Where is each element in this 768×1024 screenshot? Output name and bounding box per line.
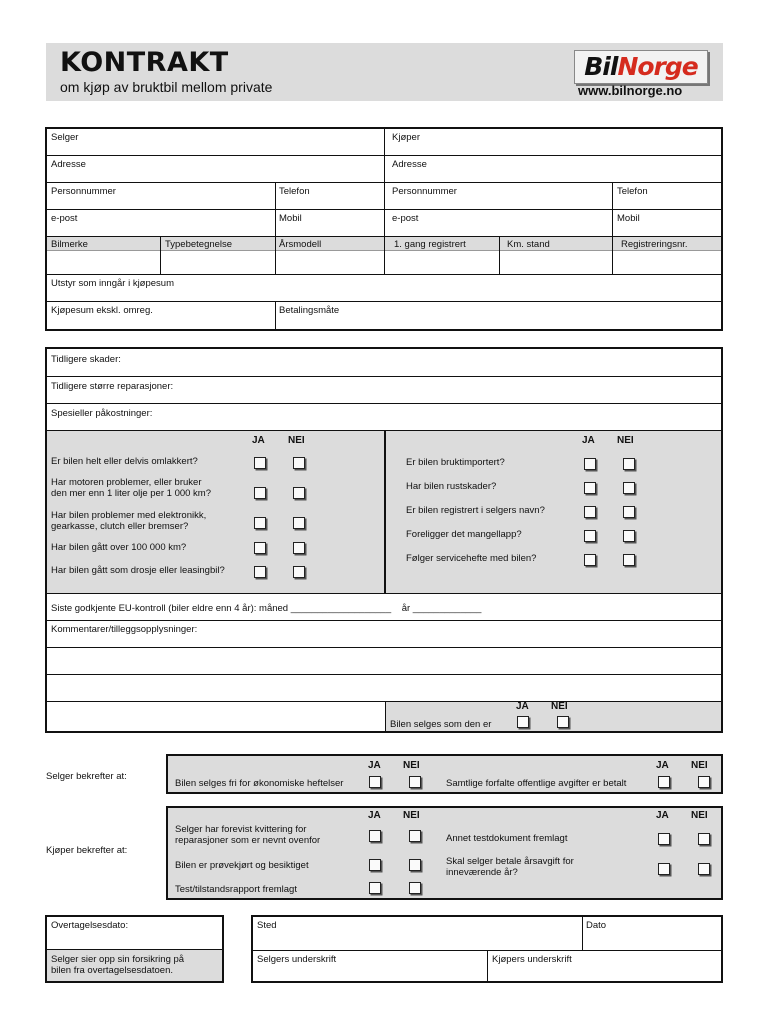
question-left-4-no-checkbox[interactable]: [293, 542, 305, 554]
buyer-email-label: e-post: [392, 213, 419, 224]
buyer-signature-label: Kjøpers underskrift: [492, 954, 572, 965]
takeover-date-label: Overtagelsesdato:: [51, 920, 129, 931]
buyer-mobile-label: Mobil: [617, 213, 640, 224]
buyer-confirms-label: Kjøper bekrefter at:: [46, 845, 128, 856]
question-right-2: Har bilen rustskader?: [406, 481, 497, 492]
question-right-5: Følger servicehefte med bilen?: [406, 553, 537, 564]
sold-as-is-question: Bilen selges som den er: [390, 719, 492, 730]
arsmodell-label: Årsmodell: [279, 239, 322, 250]
question-right-5-yes-checkbox[interactable]: [584, 554, 596, 566]
buyer-address-label: Adresse: [392, 159, 427, 170]
previous-repairs-label: Tidligere større reparasjoner:: [51, 381, 174, 392]
registreringsnr-label: Registreringsnr.: [621, 239, 688, 250]
question-left-4: [51, 542, 186, 553]
question-right-4-yes-checkbox[interactable]: [584, 530, 596, 542]
seller-fees-paid-question: Samtlige forfalte offentlige avgifter er betalt: [446, 778, 627, 789]
insurance-note-line-2: bilen fra overtagelsesdatoen.: [51, 965, 173, 976]
question-line: Skal selger betale årsavgift for: [446, 856, 574, 867]
question-left-3-no-checkbox[interactable]: [293, 517, 305, 529]
question-left-1: [51, 456, 198, 467]
eu-control-text: Siste godkjente EU-kontroll (biler eldre enn 4 år): måned: [51, 603, 289, 614]
buyer-left-question-2: [175, 860, 309, 871]
question-line: Har bilen problemer med elektronikk,: [51, 510, 207, 521]
right-yes-header: JA: [582, 435, 595, 446]
question-right-4: Foreligger det mangellapp?: [406, 529, 522, 540]
website-url: www.bilnorge.no: [578, 83, 683, 98]
insurance-note: [51, 954, 184, 976]
seller-right-no-header: NEI: [691, 760, 708, 771]
sold-as-is-yes-checkbox[interactable]: [517, 716, 529, 728]
seller-fees-paid-yes-checkbox[interactable]: [658, 776, 670, 788]
question-left-4-yes-checkbox[interactable]: [254, 542, 266, 554]
seller-personnummer-label: Personnummer: [51, 186, 116, 197]
question-line: Selger har forevist kvittering for: [175, 824, 307, 835]
seller-confirms-label: Selger bekrefter at:: [46, 771, 127, 782]
buyer-right-question-1: [446, 833, 567, 844]
question-line: den mer enn 1 liter olje per 1 000 km?: [51, 488, 212, 499]
buyer-left-1-yes-checkbox[interactable]: [369, 830, 381, 842]
question-line: Bilen er prøvekjørt og besiktiget: [175, 860, 309, 871]
eu-month-line: ___________________: [290, 603, 392, 614]
question-line: Har motoren problemer, eller bruker: [51, 477, 202, 488]
comments-label: Kommentarer/tilleggsopplysninger:: [51, 624, 198, 635]
buyer-left-2-no-checkbox[interactable]: [409, 859, 421, 871]
eu-control-label: [51, 603, 481, 614]
buyer-right-2-no-checkbox[interactable]: [698, 863, 710, 875]
buyer-left-3-yes-checkbox[interactable]: [369, 882, 381, 894]
question-right-1: Er bilen bruktimportert?: [406, 457, 505, 468]
bilmerke-label: Bilmerke: [51, 239, 88, 250]
form-header: [46, 43, 723, 101]
question-left-1-no-checkbox[interactable]: [293, 457, 305, 469]
buyer-right-2-yes-checkbox[interactable]: [658, 863, 670, 875]
question-line: Har bilen gått som drosje eller leasingbil?: [51, 565, 225, 576]
buyer-left-2-yes-checkbox[interactable]: [369, 859, 381, 871]
logo-bil-text: Bil: [584, 52, 618, 81]
buyer-right-1-no-checkbox[interactable]: [698, 833, 710, 845]
buyer-left-1-no-checkbox[interactable]: [409, 830, 421, 842]
seller-email-label: e-post: [51, 213, 78, 224]
form-title: KONTRAKT: [60, 47, 229, 78]
previous-damage-label: Tidligere skader:: [51, 354, 121, 365]
question-right-3-yes-checkbox[interactable]: [584, 506, 596, 518]
seller-left-no-header: NEI: [403, 760, 420, 771]
bilnorge-logo: [574, 50, 708, 84]
left-yes-header: JA: [252, 435, 265, 446]
eu-year-label: år: [401, 603, 411, 614]
buyer-left-question-1: [175, 824, 320, 846]
sold-as-is-no-checkbox[interactable]: [557, 716, 569, 728]
logo-norge-text: Norge: [617, 52, 698, 81]
buyer-confirms-panel: [166, 806, 723, 900]
question-left-2-yes-checkbox[interactable]: [254, 487, 266, 499]
question-left-1-yes-checkbox[interactable]: [254, 457, 266, 469]
signature-panel: [251, 915, 723, 983]
betalingsmate-label: Betalingsmåte: [279, 305, 340, 316]
seller-mobile-label: Mobil: [279, 213, 302, 224]
question-line: Test/tilstandsrapport fremlagt: [175, 884, 297, 895]
question-left-5: [51, 565, 225, 576]
question-right-3-no-checkbox[interactable]: [623, 506, 635, 518]
seller-fees-paid-no-checkbox[interactable]: [698, 776, 710, 788]
seller-right-yes-header: JA: [656, 760, 669, 771]
utstyr-label: Utstyr som inngår i kjøpesum: [51, 278, 175, 289]
first-registered-label: 1. gang registrert: [394, 239, 466, 250]
question-left-5-no-checkbox[interactable]: [293, 566, 305, 578]
question-right-2-yes-checkbox[interactable]: [584, 482, 596, 494]
buyer-right-yes-header: JA: [656, 810, 669, 821]
typebetegnelse-label: Typebetegnelse: [165, 239, 233, 250]
question-right-5-no-checkbox[interactable]: [623, 554, 635, 566]
buyer-right-question-2: [446, 856, 574, 878]
question-line: Annet testdokument fremlagt: [446, 833, 568, 844]
takeover-panel: [45, 915, 224, 983]
question-right-2-no-checkbox[interactable]: [623, 482, 635, 494]
date-label: Dato: [586, 920, 607, 931]
question-left-2-no-checkbox[interactable]: [293, 487, 305, 499]
special-costs-label: Spesieller påkostninger:: [51, 408, 153, 419]
place-label: Sted: [257, 920, 277, 931]
buyer-telefon-label: Telefon: [617, 186, 648, 197]
question-left-3: [51, 510, 206, 532]
question-line: gearkasse, clutch eller bremser?: [51, 521, 189, 532]
buyer-left-3-no-checkbox[interactable]: [409, 882, 421, 894]
question-line: Har bilen gått over 100 000 km?: [51, 542, 187, 553]
kjopesum-label: Kjøpesum ekskl. omreg.: [51, 305, 153, 316]
seller-left-yes-header: JA: [368, 760, 381, 771]
question-line: inneværende år?: [446, 867, 518, 878]
question-line: Er bilen helt eller delvis omlakkert?: [51, 456, 198, 467]
seller-no-liens-yes-checkbox[interactable]: [369, 776, 381, 788]
buyer-left-yes-header: JA: [368, 810, 381, 821]
question-left-5-yes-checkbox[interactable]: [254, 566, 266, 578]
seller-signature-label: Selgers underskrift: [257, 954, 337, 965]
question-right-1-yes-checkbox[interactable]: [584, 458, 596, 470]
seller-no-liens-no-checkbox[interactable]: [409, 776, 421, 788]
buyer-left-no-header: NEI: [403, 810, 420, 821]
sold-as-is-yes-header: JA: [516, 701, 529, 712]
question-line: reparasjoner som er nevnt ovenfor: [175, 835, 321, 846]
form-subtitle: om kjøp av bruktbil mellom private: [60, 79, 273, 95]
eu-year-line: _____________: [412, 603, 482, 614]
seller-no-liens-question: Bilen selges fri for økonomiske heftelser: [175, 778, 344, 789]
sold-as-is-no-header: NEI: [551, 701, 568, 712]
question-left-2: [51, 477, 211, 499]
km-stand-label: Km. stand: [507, 239, 550, 250]
seller-telefon-label: Telefon: [279, 186, 310, 197]
question-right-4-no-checkbox[interactable]: [623, 530, 635, 542]
buyer-left-question-3: [175, 884, 297, 895]
insurance-note-line-1: Selger sier opp sin forsikring på: [51, 954, 185, 965]
parties-section: [45, 127, 723, 331]
buyer-right-no-header: NEI: [691, 810, 708, 821]
question-right-1-no-checkbox[interactable]: [623, 458, 635, 470]
question-right-3: Er bilen registrert i selgers navn?: [406, 505, 545, 516]
buyer-personnummer-label: Personnummer: [392, 186, 457, 197]
seller-confirms-panel: [166, 754, 723, 794]
right-no-header: NEI: [617, 435, 634, 446]
seller-address-label: Adresse: [51, 159, 86, 170]
left-no-header: NEI: [288, 435, 305, 446]
seller-label: Selger: [51, 132, 79, 143]
buyer-right-1-yes-checkbox[interactable]: [658, 833, 670, 845]
buyer-label: Kjøper: [392, 132, 420, 143]
condition-section: [45, 347, 723, 733]
question-left-3-yes-checkbox[interactable]: [254, 517, 266, 529]
